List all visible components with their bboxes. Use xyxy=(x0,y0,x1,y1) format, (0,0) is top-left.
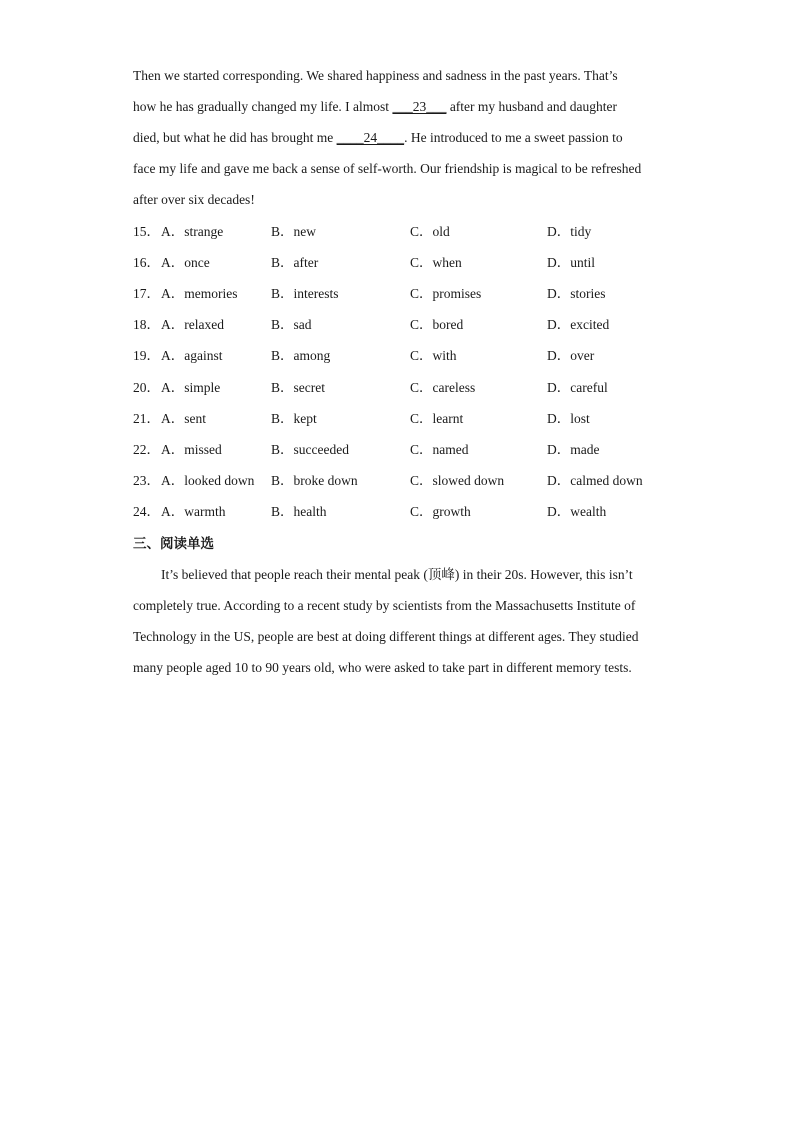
reading-line-4: many people aged 10 to 90 years old, who were asked to take part in different memory tests. xyxy=(133,660,632,675)
question-number: 20． xyxy=(133,380,160,395)
blank-24: ____24____ xyxy=(336,130,405,145)
blank-23: ___23___ xyxy=(392,99,447,114)
question-number: 19． xyxy=(133,348,160,363)
option-c: C．named xyxy=(410,442,469,457)
question-number: 24． xyxy=(133,504,160,519)
passage-line-2 xyxy=(133,99,617,115)
option-c: C．with xyxy=(410,348,457,363)
option-d: D．careful xyxy=(547,380,608,395)
option-c: C．careless xyxy=(410,380,476,395)
reading-line-2: completely true. According to a recent study by scientists from the Massachusetts Institute of xyxy=(133,598,636,613)
option-d: D．made xyxy=(547,442,600,457)
passage-line-2-start: how he has gradually changed my life. I almost xyxy=(133,99,393,114)
option-a: A．warmth xyxy=(161,504,226,519)
reading-line-3: Technology in the US, people are best at doing different things at different ages. They studied xyxy=(133,629,639,644)
option-a: A．strange xyxy=(161,224,224,239)
option-c: C．promises xyxy=(410,286,482,301)
option-a: A．relaxed xyxy=(161,317,224,332)
option-a: A．against xyxy=(161,348,223,363)
passage-line-3 xyxy=(133,130,623,146)
option-b: B．kept xyxy=(271,411,317,426)
question-number: 23． xyxy=(133,473,160,488)
question-number: 18． xyxy=(133,317,160,332)
option-a: A．missed xyxy=(161,442,222,457)
question-number: 22． xyxy=(133,442,160,457)
passage-line-5: after over six decades! xyxy=(133,192,255,207)
option-b: B．interests xyxy=(271,286,339,301)
option-b: B．sad xyxy=(271,317,312,332)
option-a: A．sent xyxy=(161,411,206,426)
option-d: D．stories xyxy=(547,286,606,301)
passage-line-1: Then we started corresponding. We shared happiness and sadness in the past years. That’s xyxy=(133,68,618,83)
option-b: B．after xyxy=(271,255,319,270)
section-heading: 三、阅读单选 xyxy=(133,536,214,552)
question-number: 16． xyxy=(133,255,160,270)
option-c: C．old xyxy=(410,224,450,239)
option-b: B．among xyxy=(271,348,331,363)
option-c: C．bored xyxy=(410,317,464,332)
option-c: C．growth xyxy=(410,504,471,519)
option-c: C．when xyxy=(410,255,462,270)
option-a: A．memories xyxy=(161,286,238,301)
option-a: A．simple xyxy=(161,380,221,395)
question-number: 15． xyxy=(133,224,160,239)
option-a: A．once xyxy=(161,255,210,270)
option-b: B．health xyxy=(271,504,327,519)
option-d: D．until xyxy=(547,255,596,270)
passage-line-3-start: died, but what he did has brought me xyxy=(133,130,337,145)
option-b: B．succeeded xyxy=(271,442,349,457)
option-b: B．new xyxy=(271,224,316,239)
option-b: B．broke down xyxy=(271,473,358,488)
option-c: C．slowed down xyxy=(410,473,505,488)
question-number: 17． xyxy=(133,286,160,301)
option-d: D．excited xyxy=(547,317,610,332)
option-d: D．calmed down xyxy=(547,473,643,488)
option-c: C．learnt xyxy=(410,411,464,426)
option-d: D．over xyxy=(547,348,595,363)
passage-line-2-end: after my husband and daughter xyxy=(446,99,618,114)
passage-line-3-end: . He introduced to me a sweet passion to xyxy=(404,130,623,145)
option-b: B．secret xyxy=(271,380,325,395)
passage-line-4: face my life and gave me back a sense of self-worth. Our friendship is magical to be refreshed xyxy=(133,161,642,176)
option-d: D．lost xyxy=(547,411,590,426)
option-a: A．looked down xyxy=(161,473,255,488)
question-number: 21． xyxy=(133,411,160,426)
option-d: D．wealth xyxy=(547,504,607,519)
reading-line-1: It’s believed that people reach their mental peak (顶峰) in their 20s. However, this isn’t xyxy=(161,567,633,582)
option-d: D．tidy xyxy=(547,224,592,239)
